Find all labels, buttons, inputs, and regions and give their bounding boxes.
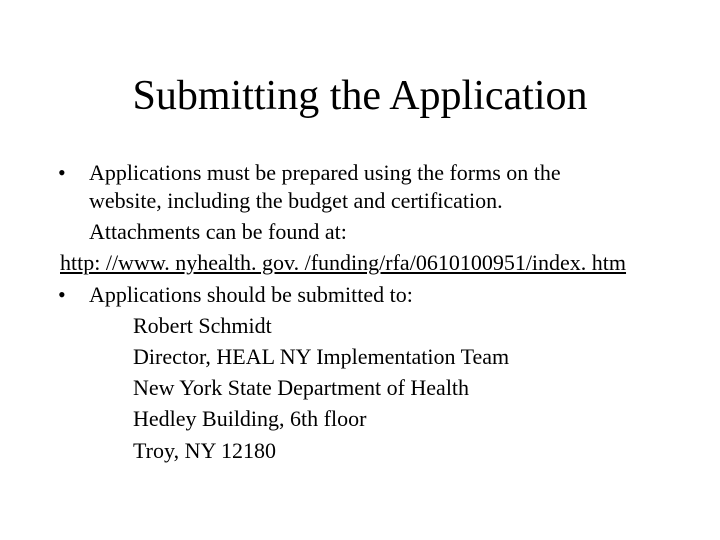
address-line-department: New York State Department of Health xyxy=(133,375,470,400)
address-line-building: Hedley Building, 6th floor xyxy=(133,406,367,431)
address-line-city: Troy, NY 12180 xyxy=(133,438,277,463)
bullet1-line1: Applications must be prepared using the forms on the xyxy=(89,160,561,185)
bullet-marker: • xyxy=(58,282,66,307)
bullet2-intro: Applications should be submitted to: xyxy=(89,282,413,307)
bullet1-line3: Attachments can be found at: xyxy=(89,219,347,244)
attachments-link[interactable]: http: //www. nyhealth. gov. /funding/rfa/0610100951/index. htm xyxy=(60,250,627,275)
slide-title: Submitting the Application xyxy=(132,73,588,119)
address-line-name: Robert Schmidt xyxy=(133,313,272,338)
bullet-marker: • xyxy=(58,160,66,185)
address-line-title: Director, HEAL NY Implementation Team xyxy=(133,344,510,369)
bullet1-line2: website, including the budget and certification. xyxy=(89,188,503,213)
